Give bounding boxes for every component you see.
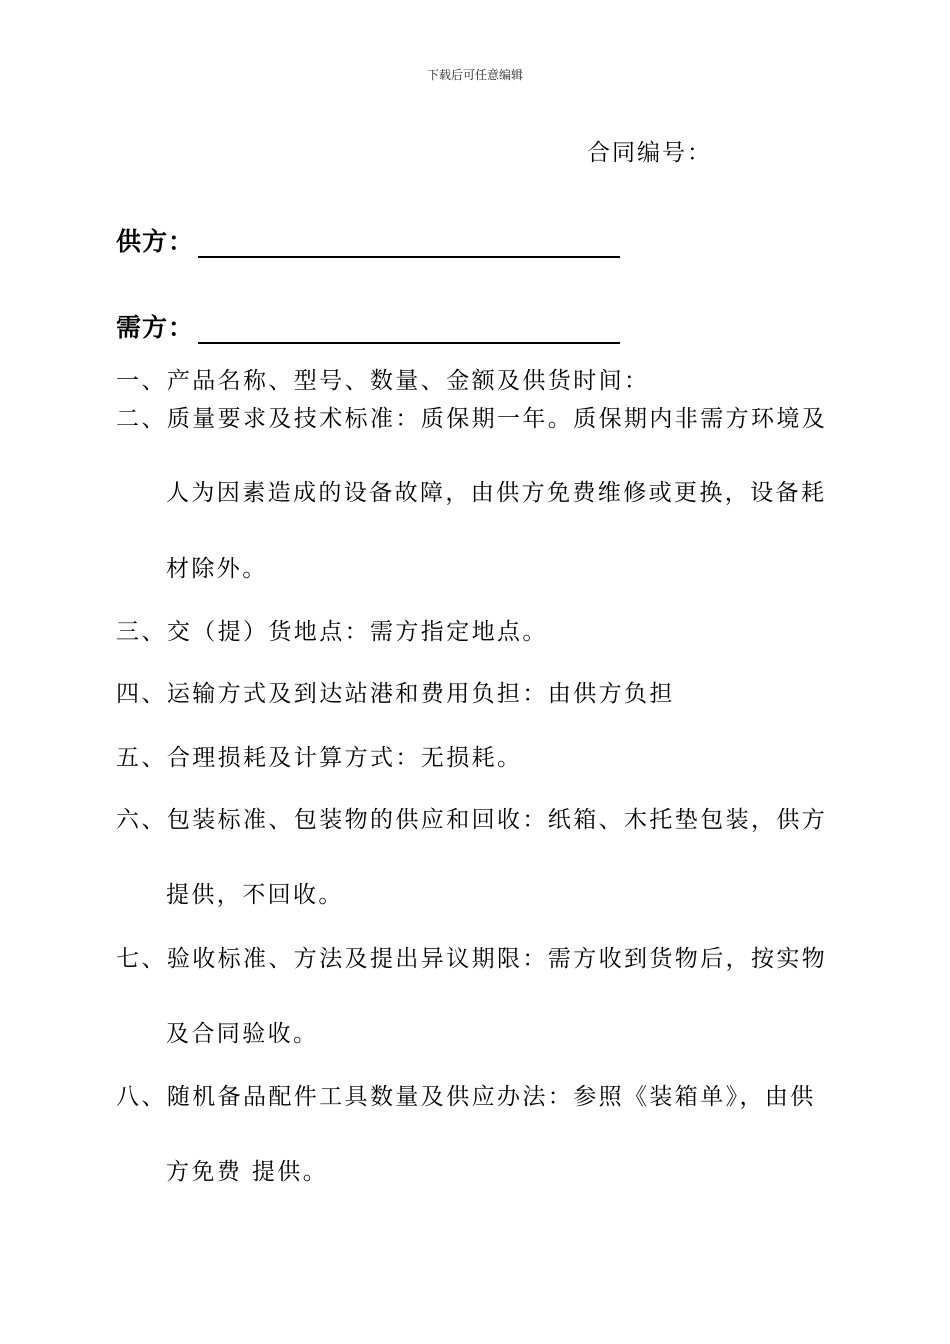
clause-2 bbox=[116, 400, 836, 433]
clause-text: 质量要求及技术标准：质保期一年。质保期内非需方环境及 bbox=[166, 406, 828, 432]
clause-text: 交（提）货地点：需方指定地点。 bbox=[166, 619, 548, 645]
clause-text: 验收标准、方法及提出异议期限：需方收到货物后，按实物 bbox=[166, 946, 828, 972]
clause-number: 四、 bbox=[116, 681, 167, 707]
buyer-field bbox=[116, 308, 620, 344]
clause-3 bbox=[116, 613, 836, 646]
clause-text: 随机备品配件工具数量及供应办法：参照《装箱单》，由供 bbox=[166, 1084, 816, 1110]
clause-7 bbox=[116, 940, 836, 973]
clause-6 bbox=[116, 801, 836, 834]
clause-2-line-3: 材除外。 bbox=[166, 556, 268, 582]
supplier-blank-line bbox=[198, 232, 620, 258]
page-header-note: 下载后可任意编辑 bbox=[426, 68, 523, 82]
clause-number: 六、 bbox=[116, 807, 167, 833]
supplier-label: 供方： bbox=[116, 227, 195, 256]
clause-5 bbox=[116, 739, 836, 772]
clause-number: 三、 bbox=[116, 619, 167, 645]
clause-6-line-2: 提供，不回收。 bbox=[166, 882, 344, 908]
clause-text: 包装标准、包装物的供应和回收：纸箱、木托垫包装，供方 bbox=[166, 807, 828, 833]
contract-number-label: 合同编号： bbox=[587, 140, 712, 166]
buyer-label: 需方： bbox=[116, 313, 195, 342]
clause-text: 合理损耗及计算方式：无损耗。 bbox=[166, 745, 523, 771]
clause-7-line-2: 及合同验收。 bbox=[166, 1021, 319, 1047]
clause-text: 产品名称、型号、数量、金额及供货时间： bbox=[166, 368, 650, 394]
clause-number: 八、 bbox=[116, 1084, 167, 1110]
clause-1 bbox=[116, 362, 836, 395]
clause-number: 五、 bbox=[116, 745, 167, 771]
clause-8 bbox=[116, 1078, 836, 1111]
buyer-blank-line bbox=[198, 318, 620, 344]
clause-text: 运输方式及到达站港和费用负担：由供方负担 bbox=[166, 681, 675, 707]
clause-2-line-2: 人为因素造成的设备故障，由供方免费维修或更换，设备耗 bbox=[166, 480, 827, 506]
supplier-field bbox=[116, 222, 620, 258]
clause-8-line-2: 方免费 提供。 bbox=[166, 1159, 329, 1185]
clause-number: 二、 bbox=[116, 406, 167, 432]
clause-number: 七、 bbox=[116, 946, 167, 972]
clause-number: 一、 bbox=[116, 368, 167, 394]
clause-4 bbox=[116, 675, 836, 708]
